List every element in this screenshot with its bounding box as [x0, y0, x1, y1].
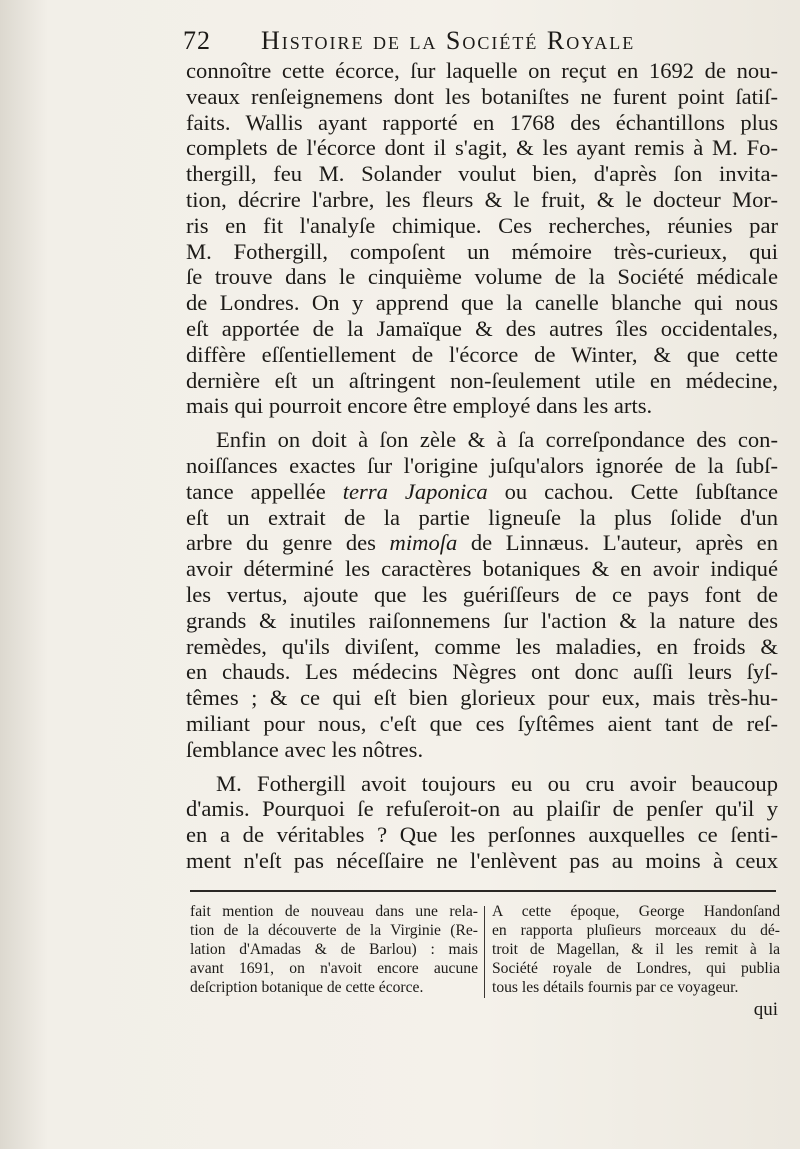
catchword: qui [753, 999, 778, 1020]
text-segment: tance appellée [186, 478, 343, 504]
text-line: de Londres. On y apprend que la canelle blanche qui nous [186, 290, 778, 316]
column-divider [484, 906, 485, 998]
page-number: 72 [183, 26, 211, 55]
text-line: veaux renſeignemens dont les botaniſtes ne furent point ſatiſ- [186, 83, 778, 109]
text-line: ris en fit l'analyſe chimique. Ces recherches, réunies par [186, 212, 778, 238]
text-line: M. Fothergill, compoſent un mémoire très-curieux, qui [186, 238, 778, 264]
footnote-line: A cette époque, George Handonſand [492, 903, 780, 920]
text-line [186, 479, 778, 505]
text-line: les vertus, ajoute que les guériſſeurs de ce pays font de [186, 581, 778, 607]
footnote-right-column [492, 902, 780, 997]
text-line: dernière eſt un aſtringent non-ſeulement utile en médecine, [186, 367, 778, 393]
text-line: avoir déterminé les caractères botaniques & en avoir indiqué [186, 556, 778, 582]
text-line: mais qui pourroit encore être employé dans les arts. [186, 393, 653, 419]
paragraph-3 [186, 771, 778, 874]
running-title: Histoire de la Société Royale [261, 26, 636, 55]
text-line: complets de l'écorce dont il s'agit, & les ayant remis à M. Fo- [186, 135, 778, 161]
text-line: eſt apportée de la Jamaïque & des autres îles occidentales, [186, 315, 778, 341]
footnote-line: lation d'Amadas & de Barlou) : mais [190, 941, 478, 958]
footnote-rule [190, 890, 776, 892]
text-line: eſt un extrait de la partie ligneuſe la plus ſolide d'un [186, 504, 778, 530]
text-line: thergill, feu M. Solander voulut bien, d'après ſon invita- [186, 161, 778, 187]
italic-term: terra Japonica [342, 478, 488, 504]
footnote-left-column [190, 902, 478, 997]
main-text [186, 58, 778, 874]
text-line: diffère eſſentiellement de l'écorce de Winter, & que cette [186, 341, 778, 367]
text-line: têmes ; & ce qui eſt bien glorieux pour eux, mais très-hu- [186, 685, 778, 711]
footnote-line: deſcription botanique de cette écorce. [190, 979, 424, 996]
footnote-line: avant 1691, on n'avoit encore aucune [190, 960, 478, 977]
footnote-line: tous les détails fournis par ce voyageur. [492, 979, 739, 996]
text-line: connoître cette écorce, ſur laquelle on reçut en 1692 de nou- [186, 58, 778, 83]
running-head [183, 26, 783, 62]
footnote-line: en rapporta pluſieurs morceaux du dé- [492, 922, 780, 939]
text-line: d'amis. Pourquoi ſe refuſeroit-on au plaiſir de penſer qu'il y [186, 796, 778, 822]
text-line: noiſſances exactes ſur l'origine juſqu'alors ignorée de la ſubſ- [186, 452, 778, 478]
text-line: en chauds. Les médecins Nègres ont donc auſſi leurs ſyſ- [186, 659, 778, 685]
footnote-line: troit de Magellan, & il les remit à la [492, 941, 780, 958]
text-line: faits. Wallis ayant rapporté en 1768 des échantillons plus [186, 109, 778, 135]
text-line: tion, décrire l'arbre, les fleurs & le fruit, & le docteur Mor- [186, 186, 778, 212]
footnote-line: tion de la découverte de la Virginie (Re- [190, 922, 478, 939]
text-line: miliant pour nous, c'eſt que ces ſyſtêmes aient tant de reſ- [186, 710, 778, 736]
text-line: Enfin on doit à ſon zèle & à ſa correſpondance des con- [216, 427, 778, 453]
italic-term: mimoſa [389, 530, 458, 556]
paragraph-2 [186, 427, 778, 762]
text-line: remèdes, qu'ils diviſent, comme les maladies, en froids & [186, 633, 778, 659]
footnote-line: fait mention de nouveau dans une rela- [190, 903, 478, 920]
text-line: en a de véritables ? Que les perſonnes auxquelles ce ſenti- [186, 822, 778, 848]
text-line [186, 530, 778, 556]
text-line: ment n'eſt pas néceſſaire ne l'enlèvent pas au moins à ceux [186, 847, 778, 873]
paragraph-1 [186, 58, 778, 419]
footnote-line: Société royale de Londres, qui publia [492, 960, 780, 977]
text-line: ſemblance avec les nôtres. [186, 736, 424, 762]
text-segment: de Linnæus. L'auteur, après en [457, 530, 779, 556]
text-segment: arbre du genre des [186, 530, 390, 556]
text-line: ſe trouve dans le cinquième volume de la Société médicale [186, 264, 778, 290]
text-line: M. Fothergill avoit toujours eu ou cru avoir beaucoup [216, 770, 778, 796]
text-line: grands & inutiles raiſonnemens ſur l'action & la nature des [186, 607, 778, 633]
text-segment: ou cachou. Cette ſubſtance [487, 478, 779, 504]
